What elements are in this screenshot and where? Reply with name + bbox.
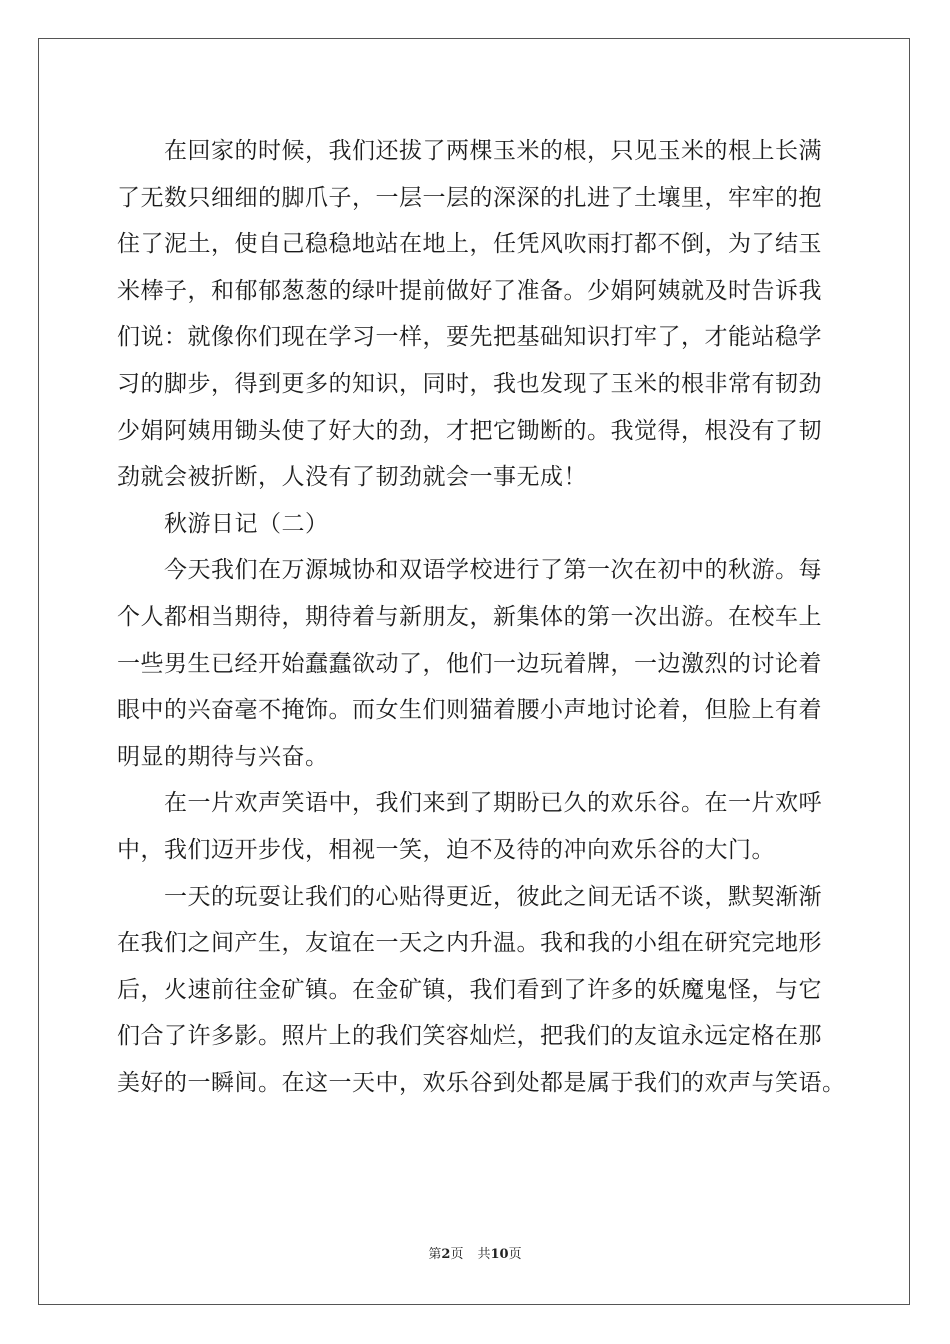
text-line: 眼中的兴奋毫不掩饰。而女生们则猫着腰小声地讨论着，但脸上有着	[117, 697, 822, 724]
page-number: 2	[441, 1247, 451, 1262]
total-pages: 10	[490, 1247, 509, 1262]
text-line: 在我们之间产生，友谊在一天之内升温。我和我的小组在研究完地形	[117, 930, 822, 957]
paragraph	[117, 780, 853, 873]
text-line: 劲就会被折断，人没有了韧劲就会一事无成！	[117, 464, 587, 491]
page-footer	[0, 1243, 950, 1262]
text-line: 米棒子，和郁郁葱葱的绿叶提前做好了准备。少娟阿姨就及时告诉我	[117, 277, 822, 304]
document-body	[117, 128, 853, 1106]
text-line: 今天我们在万源城协和双语学校进行了第一次在初中的秋游。每	[164, 557, 822, 584]
text-line: 个人都相当期待，期待着与新朋友，新集体的第一次出游。在校车上	[117, 603, 822, 630]
total-suffix: 页	[508, 1247, 522, 1262]
page-suffix: 页	[450, 1247, 464, 1262]
heading-text: 秋游日记（二）	[164, 510, 329, 537]
text-line: 住了泥土，使自己稳稳地站在地上，任凭风吹雨打都不倒，为了结玉	[117, 231, 822, 258]
text-line: 少娟阿姨用锄头使了好大的劲，才把它锄断的。我觉得，根没有了韧	[117, 417, 822, 444]
text-line: 们合了许多影。照片上的我们笑容灿烂，把我们的友谊永远定格在那	[117, 1023, 822, 1050]
total-prefix: 共	[477, 1247, 491, 1262]
text-line: 习的脚步，得到更多的知识，同时，我也发现了玉米的根非常有韧劲	[117, 370, 822, 397]
text-line: 中，我们迈开步伐，相视一笑，迫不及待的冲向欢乐谷的大门。	[117, 836, 775, 863]
paragraph	[117, 874, 853, 1107]
page-prefix: 第	[428, 1247, 442, 1262]
text-line: 明显的期待与兴奋。	[117, 743, 329, 770]
text-line: 了无数只细细的脚爪子，一层一层的深深的扎进了土壤里，牢牢的抱	[117, 184, 822, 211]
text-line: 们说：就像你们现在学习一样，要先把基础知识打牢了，才能站稳学	[117, 324, 822, 351]
text-line: 在一片欢声笑语中，我们来到了期盼已久的欢乐谷。在一片欢呼	[164, 790, 822, 817]
text-line: 一些男生已经开始蠢蠢欲动了，他们一边玩着牌，一边激烈的讨论着	[117, 650, 822, 677]
text-line: 一天的玩耍让我们的心贴得更近，彼此之间无话不谈，默契渐渐	[164, 883, 822, 910]
section-heading	[117, 501, 853, 548]
text-line: 后，火速前往金矿镇。在金矿镇，我们看到了许多的妖魔鬼怪，与它	[117, 976, 822, 1003]
text-line: 在回家的时候，我们还拔了两棵玉米的根，只见玉米的根上长满	[164, 138, 822, 164]
paragraph	[117, 128, 853, 501]
text-line: 美好的一瞬间。在这一天中，欢乐谷到处都是属于我们的欢声与笑语。	[117, 1069, 846, 1096]
paragraph	[117, 547, 853, 780]
